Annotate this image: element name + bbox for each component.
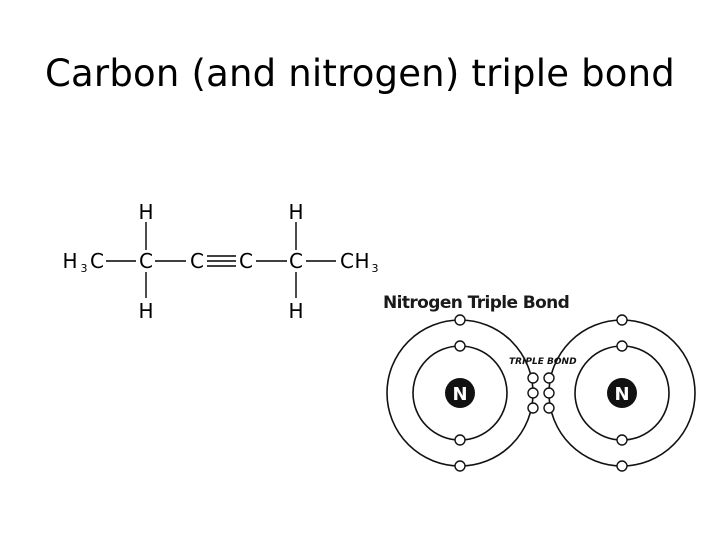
left-nucleus: [445, 378, 475, 408]
atom-hydrogen-top-2: H: [288, 200, 304, 224]
subscript-right-methyl: 3: [371, 262, 379, 275]
atom-h-right-methyl: H: [354, 249, 370, 273]
triple-bond-label: TRIPLE BOND: [509, 357, 577, 367]
atom-hydrogen-top-1: H: [138, 200, 154, 224]
electrons: [455, 315, 630, 471]
electron: [617, 315, 627, 325]
atom-c-right-methyl: C: [340, 249, 354, 273]
atom-h-left-methyl: H: [62, 249, 78, 273]
atom-carbon-3: C: [239, 249, 253, 273]
atom-c-left-methyl: C: [90, 249, 104, 273]
electron: [455, 435, 465, 445]
electron: [617, 435, 627, 445]
electron: [617, 341, 627, 351]
shared-electron: [528, 388, 538, 398]
right-nucleus-label: N: [614, 384, 630, 405]
shared-electron: [544, 373, 554, 383]
nitrogen-diagram-heading: Nitrogen Triple Bond: [383, 293, 570, 313]
atom-hydrogen-bottom-1: H: [138, 299, 154, 323]
shared-electron: [544, 403, 554, 413]
atom-carbon-4: C: [289, 249, 303, 273]
shared-electron: [528, 403, 538, 413]
electron: [617, 461, 627, 471]
atom-carbon-1: C: [139, 249, 153, 273]
electron: [455, 461, 465, 471]
slide-title: Carbon (and nitrogen) triple bond: [45, 52, 675, 95]
atom-carbon-2: C: [190, 249, 204, 273]
left-nucleus-label: N: [452, 384, 468, 405]
shared-electron: [528, 373, 538, 383]
subscript-left-methyl: 3: [80, 262, 88, 275]
electron-shells: [387, 320, 695, 466]
shared-electron: [544, 388, 554, 398]
electron: [455, 315, 465, 325]
atom-hydrogen-bottom-2: H: [288, 299, 304, 323]
right-nucleus: [607, 378, 637, 408]
electron: [455, 341, 465, 351]
